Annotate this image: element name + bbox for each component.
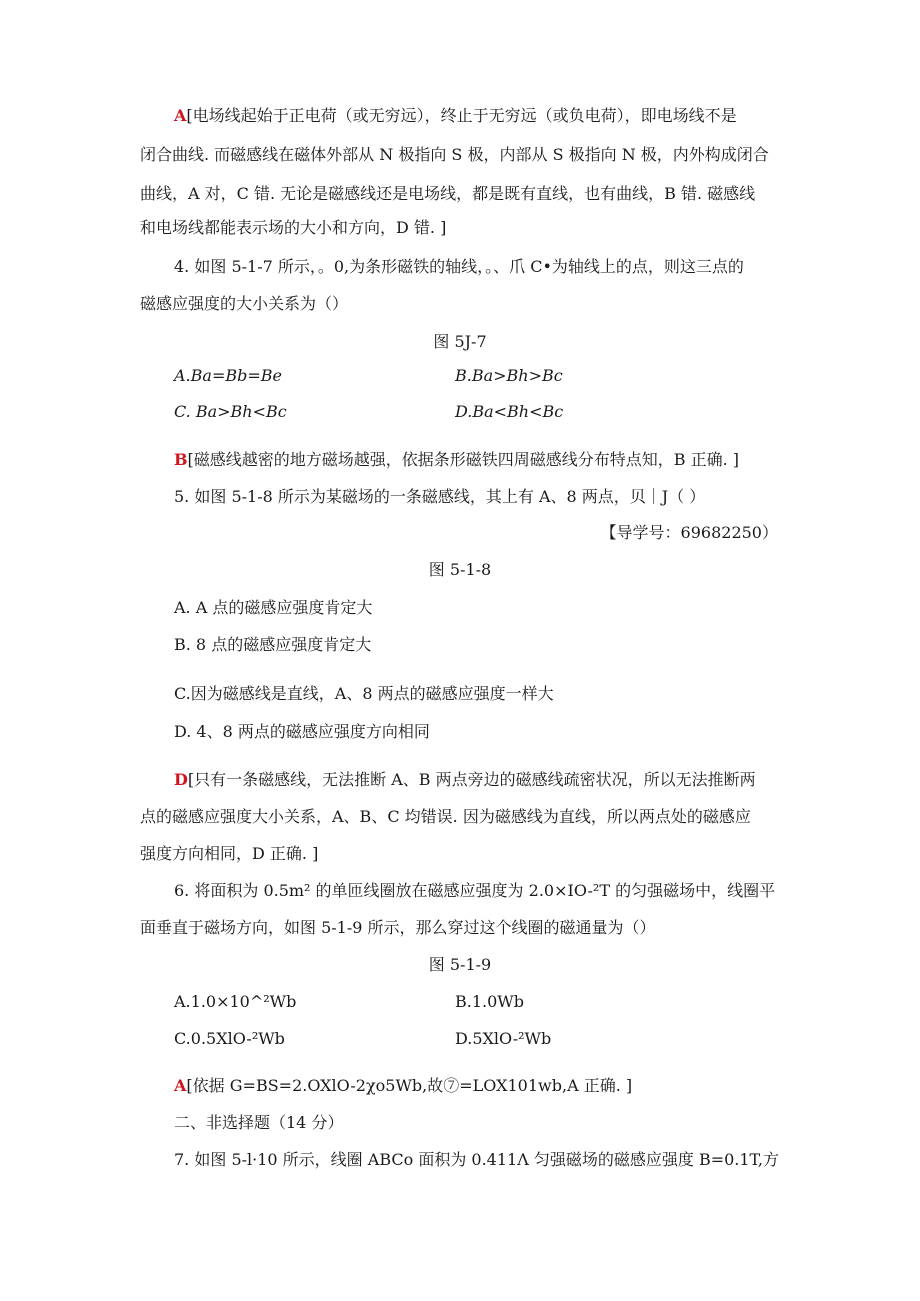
q5-option-a: A. A 点的磁感应强度肯定大	[174, 598, 373, 617]
q4-option-b: B.Ba>Bh>Bc	[455, 366, 563, 385]
q7-question-line: 7. 如图 5-l·10 所示，线圈 ABCo 面积为 0.411Λ 匀强磁场的磁感应强度 B=0.1T,方	[174, 1150, 779, 1169]
q4-option-a: A.Ba=Bb=Be	[174, 366, 282, 385]
q6-option-a: A.1.0×10^²Wb	[174, 992, 297, 1011]
q4-answer-letter: B	[174, 450, 188, 469]
q4-question-line-2: 磁感应强度的大小关系为（）	[140, 294, 349, 313]
q3-answer-line-4: 和电场线都能表示场的大小和方向，D 错. ]	[140, 218, 447, 237]
q4-figure-caption: 图 5J-7	[433, 332, 487, 351]
q5-guide-number: 【导学号：69682250）	[600, 523, 778, 542]
q5-answer-line-2: 点的磁感应强度大小关系，A、B、C 均错误. 因为磁感线为直线，所以两点处的磁感应	[140, 807, 751, 826]
q5-answer-letter: D	[174, 770, 188, 789]
q5-figure-caption: 图 5-1-8	[428, 560, 492, 579]
q6-question-line-1: 6. 将面积为 0.5m² 的单匝线圈放在磁感应强度为 2.0×IO-²T 的匀强磁场中，线圈平	[174, 881, 776, 900]
q4-option-c: C. Ba>Bh<Bc	[174, 402, 287, 421]
q4-option-d: D.Ba<Bh<Bc	[455, 402, 564, 421]
q3-answer-line-2: 闭合曲线. 而磁感线在磁体外部从 N 极指向 S 极，内部从 S 极指向 N 极，内外构成闭合	[140, 145, 769, 164]
section-heading: 二、非选择题（14 分）	[174, 1113, 344, 1132]
q6-answer: A[依据 G=BS=2.OXlO-2χo5Wb,故⑦=LOX101wb,A 正确. ]	[174, 1076, 633, 1095]
q3-answer-letter: A	[174, 106, 187, 125]
q5-question-line: 5. 如图 5-1-8 所示为某磁场的一条磁感线，其上有 A、8 两点，贝｜J（ ）	[174, 487, 706, 506]
q5-answer-line-3: 强度方向相同，D 正确. ]	[140, 844, 319, 863]
q3-answer-line-3: 曲线，A 对，C 错. 无论是磁感线还是电场线，都是既有直线，也有曲线，B 错. 磁感线	[140, 184, 756, 203]
q5-option-b: B. 8 点的磁感应强度肯定大	[174, 635, 372, 654]
q5-option-d: D. 4、8 两点的磁感应强度方向相同	[174, 722, 430, 741]
q5-answer-line-1: D[只有一条磁感线，无法推断 A、B 两点旁边的磁感线疏密状况，所以无法推断两	[174, 770, 756, 789]
q4-question-line-1: 4. 如图 5-1-7 所示，。0,为条形磁铁的轴线，。、爪 C•为轴线上的点，则这三点的	[174, 257, 744, 276]
q6-option-d: D.5XlO-²Wb	[455, 1029, 552, 1048]
q6-option-c: C.0.5XlO-²Wb	[174, 1029, 285, 1048]
q3-answer-line-1: A[电场线起始于正电荷（或无穷远），终止于无穷远（或负电荷），即电场线不是	[174, 106, 737, 125]
q6-question-line-2: 面垂直于磁场方向，如图 5-1-9 所示，那么穿过这个线圈的磁通量为（）	[140, 918, 656, 937]
q6-answer-letter: A	[174, 1076, 187, 1095]
q5-option-c: C.因为磁感线是直线，A、8 两点的磁感应强度一样大	[174, 684, 554, 703]
q4-answer: B[磁感线越密的地方磁场越强，依据条形磁铁四周磁感线分布特点知，B 正确. ]	[174, 450, 740, 469]
q6-figure-caption: 图 5-1-9	[428, 955, 492, 974]
q6-option-b: B.1.0Wb	[455, 992, 524, 1011]
